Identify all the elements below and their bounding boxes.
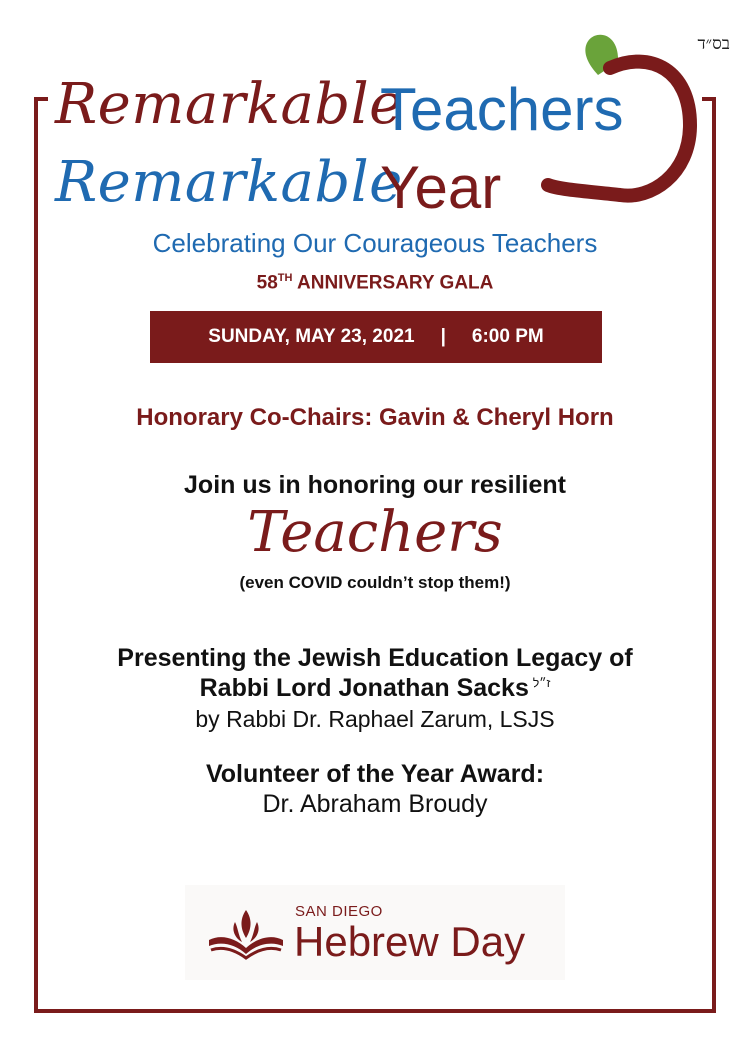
presenting-line2	[0, 674, 750, 703]
gala-number: 58	[256, 272, 278, 294]
gala-heading	[0, 272, 750, 294]
join-line: Join us in honoring our resilient	[184, 471, 566, 499]
logo-small-text: SAN DIEGO	[295, 903, 383, 920]
title-line2-script: Remarkable	[55, 150, 403, 215]
date-banner	[150, 311, 602, 363]
hebrew-blessing-mark: בס״ד	[697, 34, 730, 54]
presenting-honorific: ז״ל	[532, 675, 551, 690]
presenting-line1: Presenting the Jewish Education Legacy of	[117, 644, 633, 672]
frame-top-right-corner	[702, 97, 716, 101]
subtitle: Celebrating Our Courageous Teachers	[152, 228, 598, 258]
covid-line: (even COVID couldn’t stop them!)	[239, 573, 511, 592]
cochairs-line: Honorary Co-Chairs: Gavin & Cheryl Horn	[136, 404, 614, 431]
book-flame-icon	[205, 900, 287, 970]
teachers-script: Teachers	[247, 500, 503, 565]
volunteer-award-title: Volunteer of the Year Award:	[205, 760, 545, 788]
frame-top-left-corner	[34, 97, 48, 101]
title-line1-script: Remarkable	[55, 72, 403, 137]
title-line1-word: Teachers	[380, 76, 624, 143]
gala-text: ANNIVERSARY GALA	[292, 272, 494, 294]
presenting-name: Rabbi Lord Jonathan Sacks	[199, 674, 529, 702]
date-separator: |	[440, 326, 446, 347]
gala-suffix: TH	[277, 272, 293, 284]
volunteer-award-name: Dr. Abraham Broudy	[262, 790, 488, 818]
frame-bottom-border	[34, 1009, 716, 1013]
event-time: 6:00 PM	[471, 326, 544, 347]
title-line2-word: Year	[380, 154, 502, 221]
logo-large-text: Hebrew Day	[294, 918, 526, 965]
event-date: SUNDAY, MAY 23, 2021	[208, 326, 415, 347]
presenting-line3: by Rabbi Dr. Raphael Zarum, LSJS	[195, 706, 555, 732]
